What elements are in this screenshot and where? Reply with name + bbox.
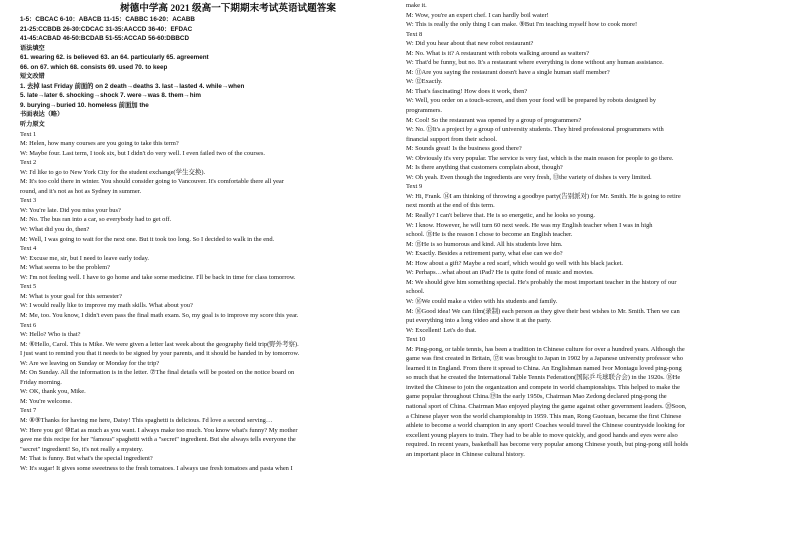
transcript-line: excellent young players to train. They had to be able to move quickly, and good hands and eyes were also (406, 431, 678, 439)
transcript-line: W: OK, thank you, Mike. (20, 388, 86, 396)
transcript-line: game was first created in Britain, ⑰it was brought to Japan in 1902 by a Japanese university professor who (406, 355, 683, 363)
transcript-line: an important place in Chinese cultural history. (406, 450, 525, 458)
answer-line: 21-25:CCBDB 26-30:CDCAC 31-35:AACCD 36-40：EFDAC (20, 25, 193, 33)
section-heading: 听力原文 (20, 121, 45, 129)
transcript-line: W: No. ⑬It's a project by a group of university students. They hired professional programmers with (406, 126, 664, 134)
transcript-line: financial support from their school. (406, 135, 497, 143)
transcript-line: W: Perhaps…what about an iPad? He is quite fond of music and movies. (406, 269, 594, 277)
answer-line: 9. burying→buried 10. homeless 前面加 the (20, 101, 149, 109)
section-heading: 书面表达（略） (20, 111, 64, 119)
transcript-line: national sport of China. Chairman Mao enjoyed playing the game against other government leaders. ⑳Soon, (406, 402, 687, 410)
transcript-line: W: What did you do, then? (20, 226, 90, 234)
transcript-line: M: Well, I was going to wait for the next one. But it took too long. So I decided to walk in the end. (20, 235, 275, 243)
transcript-line: athlete to become a world champion in any sport! Coaches would travel the Chinese countryside looking for (406, 422, 685, 430)
transcript-line: Text 10 (406, 336, 426, 344)
transcript-line: game popular throughout China.⑲In the early 1950s, Chairman Mao Zedong declared ping-pong the (406, 393, 667, 401)
transcript-line: M: You're welcome. (20, 397, 72, 405)
transcript-line: M: That is funny. But what's the special ingredient? (20, 455, 153, 463)
transcript-line: learned it in England. From there it spread to China. An Englishman named Ivor Montagu loved ping-pong (406, 364, 682, 372)
transcript-line: invited the Chinese to join the organization and compete in world championships. This helped to make the (406, 383, 680, 391)
answer-line: 61. wearing 62. is believed 63. an 64. particularly 65. agreement (20, 54, 209, 62)
transcript-line: I just want to remind you that it needs to be signed by your parents, and it should be handed in by tomorrow. (20, 350, 300, 358)
section-heading: 语法填空 (20, 44, 45, 52)
transcript-line: W: It's sugar! It gives some sweetness to the fresh tomatoes. I always use fresh tomatoes and pasta when I (20, 464, 293, 472)
transcript-line: W: I know. However, he will turn 60 next week. He was my English teacher when I was in high (406, 221, 653, 229)
transcript-line: Text 4 (20, 245, 37, 253)
transcript-line: Text 3 (20, 197, 37, 205)
left-column (20, 0, 402, 473)
transcript-line: W: ⑫Exactly. (406, 78, 443, 86)
transcript-right (406, 1, 774, 459)
transcript-line: M: Ping-pong, or table tennis, has been a tradition in Chinese culture for over a hundred years. Although the (406, 345, 685, 353)
transcript-line: M: What is your goal for this semester? (20, 292, 122, 300)
transcript-line: M: We should give him something special. He's probably the most important teacher in the history of our (406, 278, 677, 286)
transcript-line: make it. (406, 2, 427, 9)
transcript-line: W: Maybe four. Last term, I took six, but I didn't do very well. I even failed two of the courses. (20, 149, 265, 157)
transcript-line: W: Are we leaving on Sunday or Monday for the trip? (20, 359, 160, 367)
transcript-line: a Chinese player won the world championship in 1959. This man, Rong Guotuan, became the first Chinese (406, 412, 682, 420)
transcript-line: W: This is really the only thing I can make. ⑨But I'm teaching myself how to cook more! (406, 21, 638, 29)
answer-line: 5. late→later 6. shocking→shock 7. were→was 8. them→him (20, 92, 201, 100)
transcript-line: M: That's fascinating! How does it work, then? (406, 87, 528, 95)
transcript-line: school. ⑮He is the reason I chose to become an English teacher. (406, 231, 573, 239)
answer-line: 1. 去掉 last Friday 前面的 on 2 death→deaths 3. last→lasted 4. while→when (20, 82, 245, 90)
transcript-line: Text 1 (20, 130, 37, 138)
transcript-line: M: ⑥Hello, Carol. This is Mike. We were given a letter last week about the geography field trip(野外考察). (20, 340, 299, 348)
transcript-line: W: Hello? Who is that? (20, 331, 81, 339)
transcript-line: W: I'm not feeling well. I have to go home and take some medicine. I'll be back in time for class tomorrow. (20, 273, 296, 281)
transcript-line: Text 6 (20, 321, 37, 329)
document-title: 树德中学高 2021 级高一下期期末考试英语试题答案 (120, 3, 336, 14)
transcript-line: M: ⑯Good idea! We can film(录制) each person as they give their best wishes to Mr. Smith. Then we can (406, 307, 680, 315)
answer-line: 41-45:ACBAD 46-50:BCDAB 51-55:ACCAD 56-60:DBBCD (20, 35, 190, 43)
answer-key-and-transcript-left (20, 15, 402, 473)
transcript-line: Text 8 (406, 30, 423, 38)
transcript-line: W: Exactly. Besides a retirement party, what else can we do? (406, 250, 563, 258)
transcript-line: M: Is there anything that customers complain about, though? (406, 164, 563, 172)
transcript-line: W: Oh yeah. Even though the ingredients are very fresh, ⑬the variety of dishes is very limited. (406, 173, 652, 181)
transcript-line: programmers. (406, 107, 442, 115)
transcript-line: M: No. What is it? A restaurant with robots walking around as waiters? (406, 49, 590, 57)
transcript-line: M: What seems to be the problem? (20, 264, 110, 272)
transcript-line: W: ⑯We could make a video with his students and family. (406, 297, 558, 305)
transcript-line: M: Sounds great! Is the business good there? (406, 145, 522, 153)
transcript-line: school. (406, 288, 425, 296)
transcript-line: M: Really? I can't believe that. He is so energetic, and he looks so young. (406, 212, 595, 220)
right-column (406, 1, 774, 459)
transcript-line: W: Obviously it's very popular. The service is very fast, which is the main reason for people to go there. (406, 154, 674, 162)
transcript-line: W: Excuse me, sir, but I need to leave early today. (20, 254, 150, 262)
transcript-line: W: Well, you order on a touch-screen, and then your food will be prepared by robots designed by (406, 97, 656, 105)
transcript-line: required. In recent years, basketball has become very popular among Chinese youth, but ping-pong still holds (406, 441, 689, 449)
transcript-line: M: How about a gift? Maybe a red scarf, which would go well with his black jacket. (406, 259, 624, 267)
transcript-line: M: Cool! So the restaurant was opened by a group of programmers? (406, 116, 582, 124)
transcript-line: W: Here you go! ⑩Eat as much as you want. I always make too much. You know what's funny? My mother (20, 426, 298, 434)
answer-line: 66. on 67. which 68. consists 69. used 70. to keep (20, 63, 168, 71)
transcript-line: M: It's too cold there in winter. You should consider going to Vancouver. It's comfortable there all year (20, 178, 284, 186)
transcript-line: Text 2 (20, 159, 37, 167)
transcript-line: Text 7 (20, 407, 37, 415)
transcript-line: W: Did you hear about that new robot restaurant? (406, 40, 534, 48)
transcript-line: Text 5 (20, 283, 37, 291)
transcript-line: M: ⑧⑨Thanks for having me here, Daisy! This spaghetti is delicious. I'd love a second serving… (20, 416, 273, 424)
transcript-line: W: I would really like to improve my math skills. What about you? (20, 302, 193, 310)
transcript-line: W: Excellent! Let's do that. (406, 326, 477, 334)
transcript-line: M: Helen, how many courses are you going to take this term? (20, 140, 179, 148)
section-heading: 短文改错 (20, 73, 45, 81)
transcript-line: W: You're late. Did you miss your bus? (20, 206, 121, 214)
transcript-line: W: Hi, Frank. ⑭I am thinking of throwing a goodbye party(告别派对) for Mr. Smith. He is going to retire (406, 192, 681, 200)
transcript-line: so much that he created the International Table Tennis Federation(国际乒乓球联合会) in the 1920s. ⑱He (406, 374, 681, 382)
transcript-line: M: Wow, you're an expert chef. I can hardly boil water! (406, 11, 549, 19)
transcript-line: next month at the end of this term. (406, 202, 495, 210)
transcript-line: M: Me, too. You know, I didn't even pass the final math exam. So, my goal is to improve my score this year. (20, 311, 299, 319)
transcript-line: Friday morning. (20, 378, 62, 386)
transcript-line: W: That'd be funny, but no. It's a restaurant where everything is done without any human assistance. (406, 59, 664, 67)
transcript-line: M: On Sunday. All the information is in the letter. ⑦The final details will be posted on the notice board on (20, 369, 295, 377)
transcript-line: "secret" ingredient! So, it's not really a mystery. (20, 445, 144, 453)
transcript-line: put everything into a long video and show it at the party. (406, 317, 552, 325)
transcript-line: gave me this recipe for her "famous" spaghetti with a "secret" ingredient. But she always tells everyone the (20, 436, 296, 444)
transcript-line: M: No. The bus ran into a car, so everybody had to get off. (20, 216, 172, 224)
transcript-line: M: ⑪Are you saying the restaurant doesn't have a single human staff member? (406, 68, 610, 76)
transcript-line: round, and it's not as hot as Sydney in summer. (20, 187, 142, 195)
transcript-line: Text 9 (406, 183, 423, 191)
transcript-line: M: ⑮He is so humorous and kind. All his students love him. (406, 240, 563, 248)
transcript-line: W: I'd like to go to New York City for the student exchange(学生交换). (20, 168, 206, 176)
answer-line: 1-5：CBCAC 6-10：ABACB 11-15：CABBC 16-20：ACABB (20, 16, 195, 23)
